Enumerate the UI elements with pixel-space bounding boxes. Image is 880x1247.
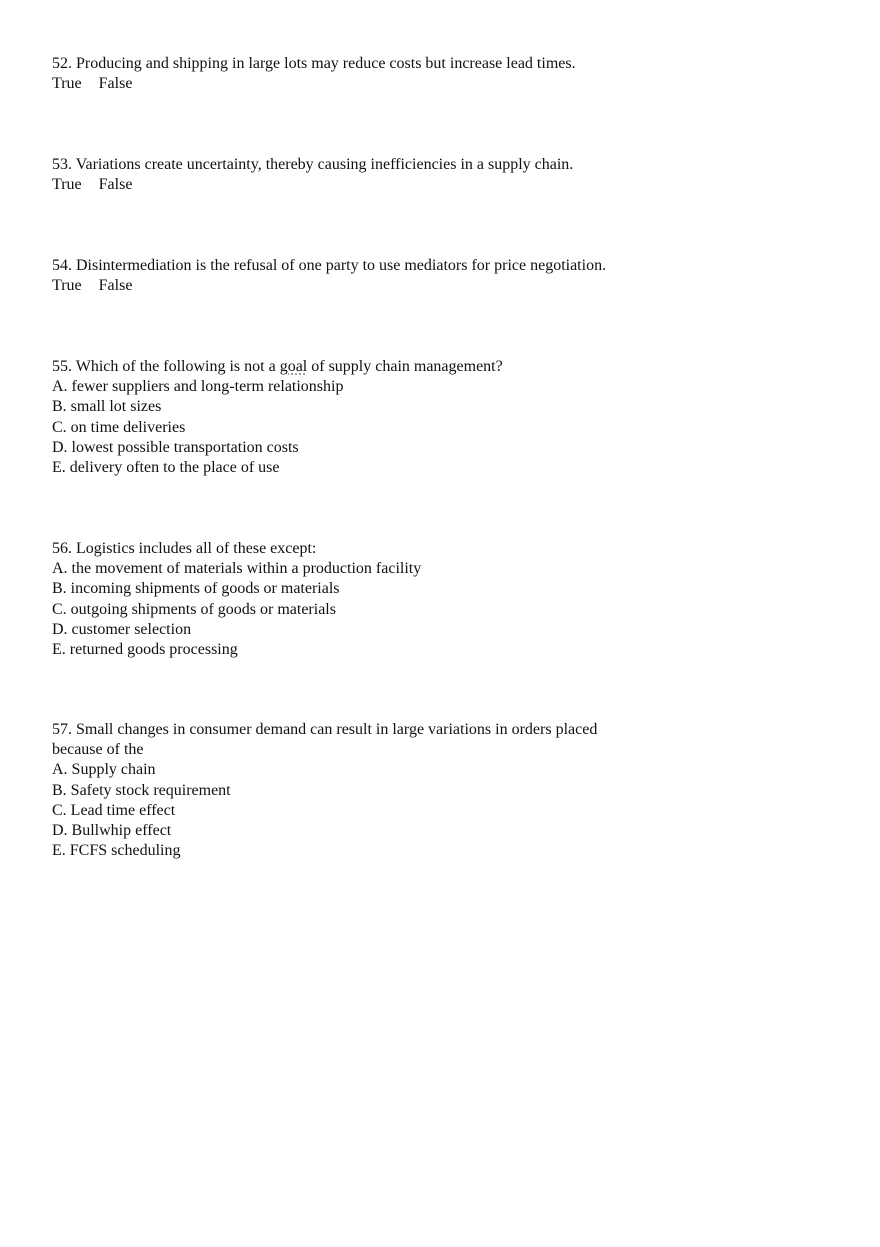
question-52-stem bbox=[52, 54, 832, 74]
question-52 bbox=[52, 54, 832, 94]
question-text: Logistics includes all of these except: bbox=[76, 540, 317, 557]
question-57 bbox=[52, 720, 832, 861]
option-e: E. returned goods processing bbox=[52, 641, 238, 659]
option-true: True bbox=[52, 277, 82, 295]
question-number: 52. bbox=[52, 55, 72, 72]
option-d: D. Bullwhip effect bbox=[52, 822, 172, 840]
option-b: B. small lot sizes bbox=[52, 398, 162, 416]
option-c: C. outgoing shipments of goods or materials bbox=[52, 600, 336, 618]
question-text-after: of supply chain management? bbox=[311, 358, 503, 375]
option-false: False bbox=[98, 75, 133, 93]
true-false-options bbox=[52, 74, 832, 94]
option-a: A. Supply chain bbox=[52, 761, 156, 779]
question-text: Variations create uncertainty, thereby causing inefficiencies in a supply chain. bbox=[75, 156, 574, 173]
question-text: Small changes in consumer demand can result in large variations in orders placed bbox=[76, 721, 598, 738]
option-c: C. on time deliveries bbox=[52, 418, 186, 436]
option-a: A. fewer suppliers and long-term relationship bbox=[52, 378, 344, 396]
question-text-highlight: goal bbox=[279, 358, 308, 375]
option-true: True bbox=[52, 75, 82, 93]
question-55 bbox=[52, 357, 832, 478]
option-a: A. the movement of materials within a production facility bbox=[52, 560, 422, 578]
question-57-stem bbox=[52, 720, 832, 740]
true-false-options bbox=[52, 175, 832, 195]
option-c: C. Lead time effect bbox=[52, 801, 176, 819]
question-53 bbox=[52, 155, 832, 195]
question-text-before: Which of the following is not a bbox=[75, 358, 276, 375]
option-d: D. lowest possible transportation costs bbox=[52, 438, 299, 456]
question-text: Producing and shipping in large lots may reduce costs but increase lead times. bbox=[76, 55, 576, 72]
question-number: 55. bbox=[52, 358, 72, 375]
option-false: False bbox=[98, 277, 133, 295]
option-true: True bbox=[52, 176, 82, 194]
option-b: B. incoming shipments of goods or materials bbox=[52, 580, 340, 598]
question-number: 53. bbox=[52, 156, 72, 173]
question-54 bbox=[52, 256, 832, 296]
option-b: B. Safety stock requirement bbox=[52, 781, 231, 799]
question-54-stem bbox=[52, 256, 832, 276]
question-number: 57. bbox=[52, 721, 72, 738]
question-53-stem bbox=[52, 155, 832, 175]
question-text-continued: because of the bbox=[52, 741, 144, 759]
question-number: 54. bbox=[52, 257, 72, 274]
option-d: D. customer selection bbox=[52, 620, 192, 638]
option-e: E. FCFS scheduling bbox=[52, 842, 181, 860]
question-55-stem bbox=[52, 357, 832, 377]
question-56 bbox=[52, 539, 832, 660]
option-false: False bbox=[98, 176, 133, 194]
question-number: 56. bbox=[52, 540, 72, 557]
option-e: E. delivery often to the place of use bbox=[52, 459, 280, 477]
question-56-stem bbox=[52, 539, 832, 559]
true-false-options bbox=[52, 276, 832, 296]
question-text: Disintermediation is the refusal of one party to use mediators for price negotiation. bbox=[76, 257, 607, 274]
